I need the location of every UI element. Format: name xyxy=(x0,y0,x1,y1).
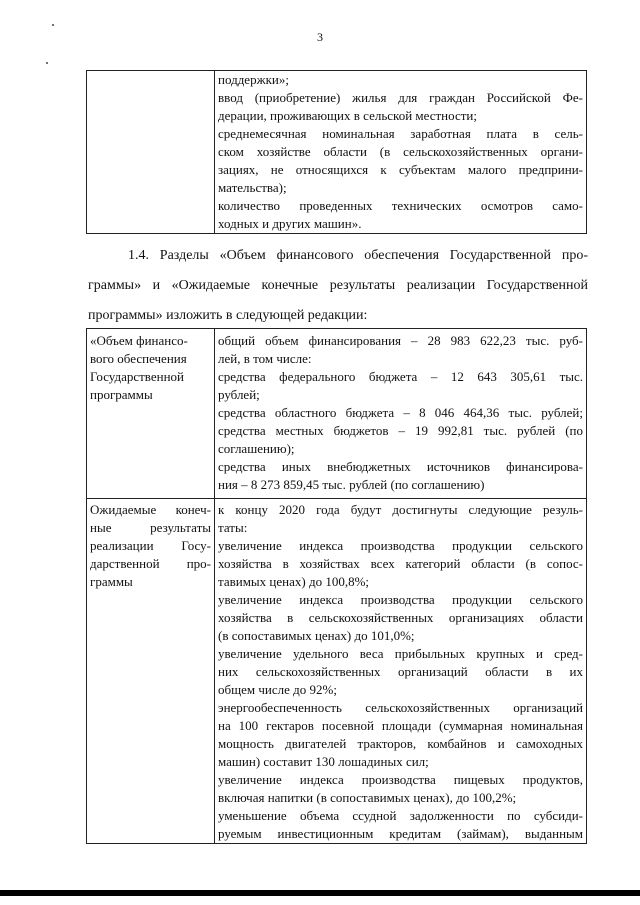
results-content-cell xyxy=(215,499,587,844)
scan-speck xyxy=(52,24,54,26)
text-line: дерации, проживающих в сельской местности; xyxy=(218,108,477,123)
paragraph-line: программы» изложить в следующей редакции: xyxy=(88,308,368,323)
amendment-paragraph xyxy=(88,244,588,328)
text-line: средства федерального бюджета – 12 643 305,61 тыс. xyxy=(218,369,583,384)
text-line: поддержки»; xyxy=(218,72,289,87)
text-line: (в сопоставимых ценах) до 101,0%; xyxy=(218,628,415,643)
text-line: ния – 8 273 859,45 тыс. рублей (по соглашению) xyxy=(218,477,485,492)
text-line: средства местных бюджетов – 19 992,81 тыс. рублей (по xyxy=(218,423,583,438)
text-line: хозяйства в хозяйствах всех категорий области (в сопос- xyxy=(218,556,583,571)
continuation-table xyxy=(86,70,587,234)
text-line: увеличение индекса производства пищевых продуктов, xyxy=(218,772,583,787)
text-line: тавимых ценах) до 100,8%; xyxy=(218,574,370,589)
text-line: соглашению); xyxy=(218,441,295,456)
text-line: таты: xyxy=(218,520,248,535)
continuation-label-cell xyxy=(87,71,215,234)
funding-content-cell xyxy=(215,329,587,499)
continuation-row xyxy=(87,71,587,234)
label-line: Ожидаемые конеч- xyxy=(90,502,211,517)
text-line: общий объем финансирования – 28 983 622,23 тыс. руб- xyxy=(218,333,583,348)
funding-row xyxy=(87,329,587,499)
continuation-content-cell xyxy=(215,71,587,234)
text-line: зациях, не относящихся к субъектам малого предприни- xyxy=(218,162,583,177)
text-line: ходных и других машин». xyxy=(218,216,362,231)
text-line: хозяйства в сельскохозяйственных организациях области xyxy=(218,610,583,625)
program-table xyxy=(86,328,587,844)
page-number: 3 xyxy=(317,30,323,44)
label-line: реализации Госу- xyxy=(90,538,211,553)
text-line: мощность двигателей тракторов, комбайнов и самоходных xyxy=(218,736,583,751)
text-line: них сельскохозяйственных организаций области в их xyxy=(218,664,583,679)
paragraph-line: граммы» и «Ожидаемые конечные результаты реализации Государственной xyxy=(88,278,588,293)
expected-results-row xyxy=(87,499,587,844)
results-label-cell xyxy=(87,499,215,844)
text-line: общем числе до 92%; xyxy=(218,682,337,697)
text-line: рублей; xyxy=(218,387,260,402)
text-line: увеличение индекса производства продукции сельского xyxy=(218,538,583,553)
paragraph-line: 1.4. Разделы «Объем финансового обеспечения Государственной про- xyxy=(128,248,588,263)
text-line: энергообеспеченность сельскохозяйственных организаций xyxy=(218,700,583,715)
text-line: ском хозяйстве области (в сельскохозяйственных органи- xyxy=(218,144,583,159)
funding-label-cell xyxy=(87,329,215,499)
text-line: лей, в том числе: xyxy=(218,351,312,366)
label-line: вого обеспечения xyxy=(90,351,187,366)
label-line: граммы xyxy=(90,574,133,589)
text-line: увеличение удельного веса прибыльных крупных и сред- xyxy=(218,646,583,661)
text-line: ввод (приобретение) жилья для граждан Российской Фе- xyxy=(218,90,583,105)
text-line: мательства); xyxy=(218,180,287,195)
text-line: средства иных внебюджетных источников финансирова- xyxy=(218,459,583,474)
text-line: средства областного бюджета – 8 046 464,36 тыс. рублей; xyxy=(218,405,583,420)
text-line: увеличение индекса производства продукции сельского xyxy=(218,592,583,607)
text-line: количество проведенных технических осмотров само- xyxy=(218,198,583,213)
text-line: к концу 2020 года будут достигнуты следующие резуль- xyxy=(218,502,583,517)
text-line: уменьшение объема ссудной задолженности по субсиди- xyxy=(218,808,583,823)
text-line: среднемесячная номинальная заработная плата в сель- xyxy=(218,126,583,141)
scan-speck xyxy=(46,62,48,64)
label-line: ные результаты xyxy=(90,520,211,535)
label-line: «Объем финансо- xyxy=(90,333,188,348)
text-line: на 100 гектаров посевной площади (суммарная номинальная xyxy=(218,718,583,733)
label-line: дарственной про- xyxy=(90,556,211,571)
text-line: машин) составит 130 лошадиных сил; xyxy=(218,754,429,769)
label-line: Государственной xyxy=(90,369,185,384)
text-line: включая напитки (в сопоставимых ценах), до 100,2%; xyxy=(218,790,517,805)
text-line: руемым инвестиционным кредитам (займам), выданным xyxy=(218,826,583,841)
label-line: программы xyxy=(90,387,153,402)
bottom-page-edge xyxy=(0,890,640,896)
